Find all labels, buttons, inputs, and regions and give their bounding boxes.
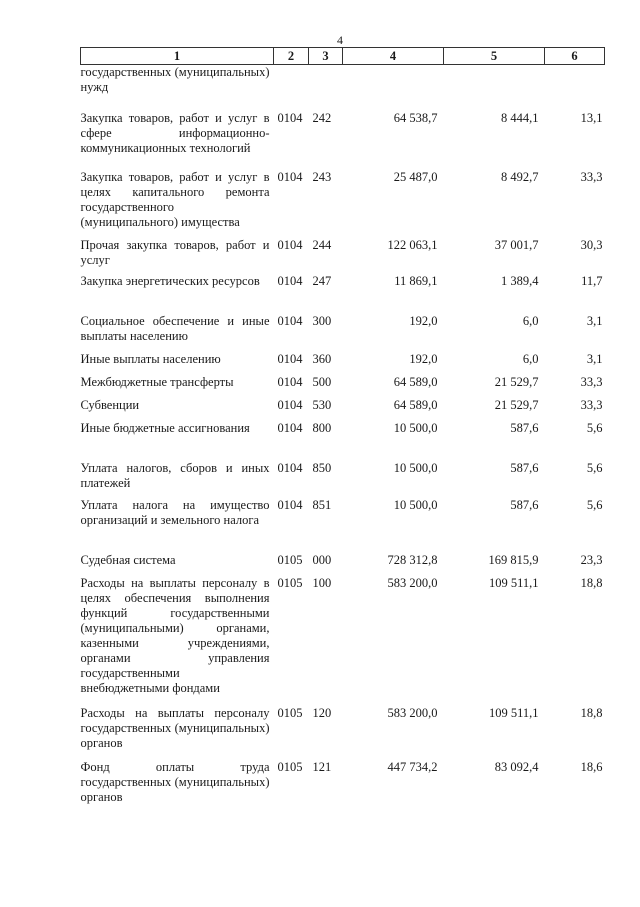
column-header: 4 (343, 48, 444, 65)
row-percent: 18,6 (580, 759, 603, 774)
row-expense-type: 530 (312, 397, 332, 412)
table-row (81, 398, 605, 421)
table-row (81, 314, 605, 352)
row-name: Закупка энергетических ресурсов (80, 273, 260, 288)
table-header (81, 48, 605, 65)
row-section-code: 0104 (277, 169, 303, 184)
column-header: 5 (444, 48, 545, 65)
row-section-code: 0104 (277, 460, 303, 475)
row-percent: 5,6 (586, 420, 603, 435)
table-row (81, 238, 605, 274)
row-section-code: 0104 (277, 237, 303, 252)
row-plan-value: 583 200,0 (387, 575, 438, 590)
header-row (81, 48, 605, 65)
row-expense-type: 000 (312, 552, 332, 567)
row-fact-value: 169 815,9 (488, 552, 539, 567)
row-fact-value: 8 492,7 (501, 169, 539, 184)
row-fact-value: 6,0 (522, 351, 539, 366)
row-section-code: 0105 (277, 705, 303, 720)
row-plan-value: 192,0 (409, 351, 438, 366)
row-percent: 33,3 (580, 169, 603, 184)
table-row (81, 375, 605, 398)
column-header: 3 (309, 48, 343, 65)
table-row (81, 274, 605, 314)
row-name: Расходы на выплаты персоналу государственных (муниципальных) органов (80, 705, 270, 750)
row-plan-value: 11 869,1 (394, 273, 438, 288)
row-name: Социальное обеспечение и иные выплаты населению (80, 313, 270, 343)
row-expense-type: 242 (312, 110, 332, 125)
table-row (81, 706, 605, 760)
table-row (81, 760, 605, 810)
row-expense-type: 800 (312, 420, 332, 435)
table-row (81, 65, 605, 111)
table-row (81, 111, 605, 170)
row-fact-value: 21 529,7 (494, 374, 539, 389)
row-expense-type: 300 (312, 313, 332, 328)
row-plan-value: 10 500,0 (393, 420, 438, 435)
row-expense-type: 243 (312, 169, 332, 184)
row-expense-type: 360 (312, 351, 332, 366)
row-percent: 30,3 (580, 237, 603, 252)
row-section-code: 0104 (277, 110, 303, 125)
row-percent: 3,1 (586, 351, 603, 366)
row-plan-value (343, 65, 444, 111)
row-expense-type: 100 (312, 575, 332, 590)
row-name: государственных (муниципальных) нужд (80, 65, 270, 94)
table-body (81, 65, 605, 810)
row-name: Расходы на выплаты персоналу в целях обеспечения выполнения функций государственными (муниципальными) органами, казенными учреждениями, органами управления государственными внебюджетными фондами (80, 575, 270, 695)
row-name: Закупка товаров, работ и услуг в сфере информационно-коммуникационных технологий (80, 110, 270, 155)
row-expense-type: 850 (312, 460, 332, 475)
row-plan-value: 583 200,0 (387, 705, 438, 720)
row-section-code: 0104 (277, 497, 303, 512)
row-section-code: 0104 (277, 313, 303, 328)
row-name: Закупка товаров, работ и услуг в целях капитального ремонта государственного (муниципального) имущества (80, 169, 270, 229)
row-plan-value: 728 312,8 (387, 552, 438, 567)
row-fact-value (444, 65, 545, 111)
row-name: Уплата налога на имущество организаций и земельного налога (80, 497, 270, 527)
table-row (81, 421, 605, 461)
row-expense-type: 120 (312, 705, 332, 720)
row-plan-value: 10 500,0 (393, 497, 438, 512)
row-percent: 3,1 (586, 313, 603, 328)
row-expense-type (309, 65, 343, 111)
row-plan-value: 447 734,2 (387, 759, 438, 774)
row-section-code: 0104 (277, 420, 303, 435)
row-name: Уплата налогов, сборов и иных платежей (80, 460, 270, 490)
row-plan-value: 64 589,0 (393, 374, 438, 389)
row-percent: 11,7 (581, 273, 603, 288)
row-fact-value: 587,6 (510, 497, 539, 512)
table-row (81, 352, 605, 375)
row-percent (545, 65, 605, 111)
row-percent: 5,6 (586, 497, 603, 512)
row-expense-type: 851 (312, 497, 332, 512)
row-plan-value: 192,0 (409, 313, 438, 328)
row-section-code: 0105 (277, 552, 303, 567)
row-name: Прочая закупка товаров, работ и услуг (80, 237, 270, 267)
row-section-code: 0104 (277, 351, 303, 366)
row-section-code: 0104 (277, 397, 303, 412)
row-section-code: 0104 (277, 374, 303, 389)
row-percent: 13,1 (580, 110, 603, 125)
row-plan-value: 64 589,0 (393, 397, 438, 412)
row-fact-value: 21 529,7 (494, 397, 539, 412)
table-row (81, 576, 605, 706)
table-row (81, 553, 605, 576)
row-plan-value: 25 487,0 (393, 169, 438, 184)
row-fact-value: 8 444,1 (501, 110, 539, 125)
row-fact-value: 6,0 (522, 313, 539, 328)
row-expense-type: 244 (312, 237, 332, 252)
row-section-code: 0104 (277, 273, 303, 288)
row-fact-value: 109 511,1 (488, 575, 539, 590)
table-row (81, 498, 605, 553)
column-header: 6 (545, 48, 605, 65)
row-name: Иные бюджетные ассигнования (80, 420, 250, 435)
column-header: 2 (274, 48, 309, 65)
row-expense-type: 247 (312, 273, 332, 288)
page-number: 4 (337, 33, 343, 47)
row-percent: 33,3 (580, 397, 603, 412)
row-fact-value: 109 511,1 (488, 705, 539, 720)
row-fact-value: 1 389,4 (501, 273, 539, 288)
row-name: Межбюджетные трансферты (80, 374, 234, 389)
row-section-code (274, 65, 309, 111)
table-row (81, 461, 605, 498)
row-percent: 18,8 (580, 575, 603, 590)
row-fact-value: 83 092,4 (494, 759, 539, 774)
row-percent: 5,6 (586, 460, 603, 475)
row-fact-value: 587,6 (510, 420, 539, 435)
row-name: Судебная система (80, 552, 176, 567)
row-plan-value: 10 500,0 (393, 460, 438, 475)
column-header: 1 (81, 48, 274, 65)
row-expense-type: 121 (312, 759, 332, 774)
row-name: Субвенции (80, 397, 140, 412)
row-plan-value: 122 063,1 (387, 237, 438, 252)
row-percent: 18,8 (580, 705, 603, 720)
row-percent: 23,3 (580, 552, 603, 567)
row-section-code: 0105 (277, 759, 303, 774)
row-expense-type: 500 (312, 374, 332, 389)
row-name: Фонд оплаты труда государственных (муниципальных) органов (80, 759, 270, 804)
budget-table (80, 47, 605, 810)
row-fact-value: 37 001,7 (494, 237, 539, 252)
row-section-code: 0105 (277, 575, 303, 590)
row-percent: 33,3 (580, 374, 603, 389)
row-name: Иные выплаты населению (80, 351, 221, 366)
row-fact-value: 587,6 (510, 460, 539, 475)
row-plan-value: 64 538,7 (393, 110, 438, 125)
table-row (81, 170, 605, 238)
